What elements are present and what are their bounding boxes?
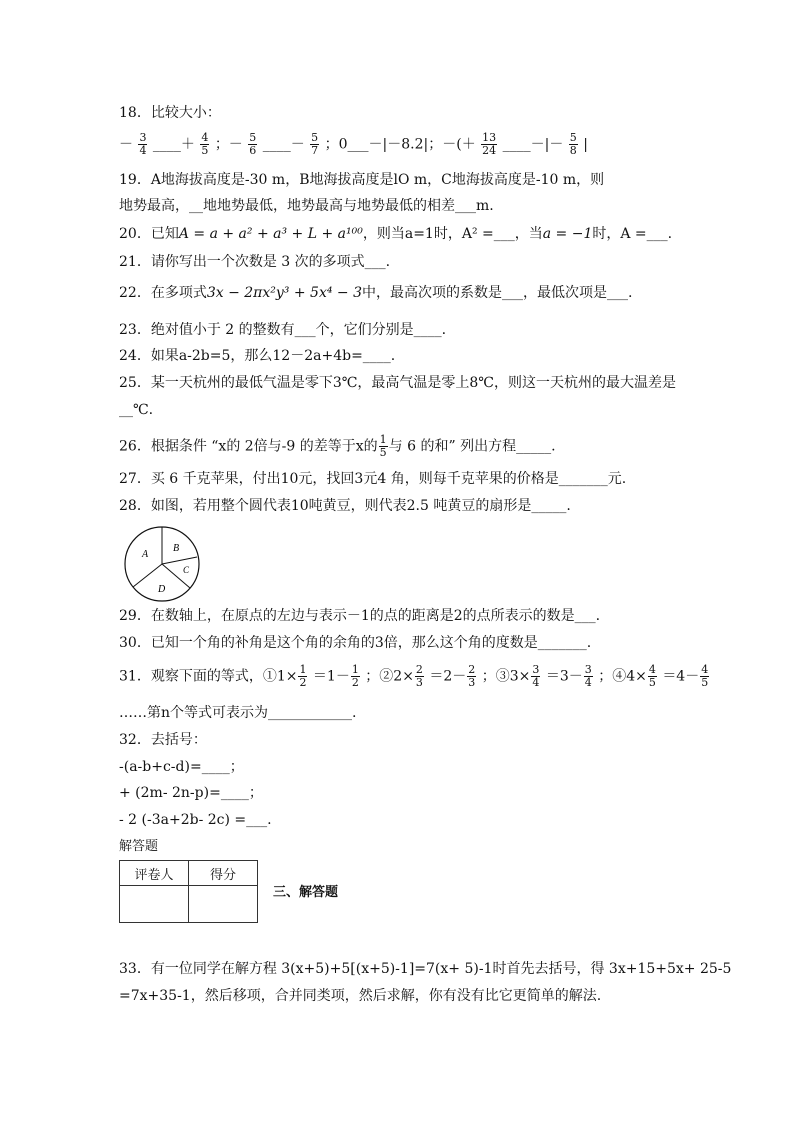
q32-title: 32．去括号： bbox=[119, 732, 207, 748]
grader-header: 评卷人 bbox=[120, 861, 189, 886]
fraction: $\frac{5}{7}$ bbox=[311, 131, 319, 157]
sector-label-b: B bbox=[173, 543, 180, 554]
text: ；0___－|－8.2|；－(＋ bbox=[324, 136, 476, 153]
q21: 21．请你写出一个次数是 3 次的多项式___. bbox=[119, 254, 391, 270]
q25-line2: __℃. bbox=[119, 402, 154, 418]
text: ____－ bbox=[262, 136, 305, 153]
text: | bbox=[583, 136, 588, 153]
q26: 26．根据条件 “x的 2倍与-9 的差等于x的 $\frac{1}{5}$ 与 6 的和” 列出方程_____. bbox=[119, 433, 556, 459]
q18-comparisons bbox=[119, 132, 588, 157]
fraction: $\frac{4}{5}$ bbox=[201, 131, 209, 157]
q32-l3: - 2 (-3a+2b- 2c) =___. bbox=[119, 812, 272, 828]
sector-label-c: C bbox=[183, 565, 190, 575]
q32-l2: + (2m- 2n-p)=____； bbox=[119, 785, 263, 801]
q25-line1: 25．某一天杭州的最低气温是零下3℃，最高气温是零上8℃，则这一天杭州的最大温差是 bbox=[119, 375, 676, 391]
q20: 20．已知A = a + a² + a³ + L + a¹⁰⁰，则当a=1时，A² =___，当a = −1时，A =___. bbox=[119, 226, 673, 242]
q27: 27．买 6 千克苹果，付出10元，找回3元4 角，则每千克苹果的价格是_______元. bbox=[119, 471, 627, 487]
q24: 24．如果a-2b=5，那么12－2a+4b=____. bbox=[119, 348, 396, 364]
fraction: $\frac{3}{4}$ bbox=[139, 131, 147, 157]
text: － bbox=[119, 136, 133, 153]
q33-line1: 33．有一位同学在解方程 3(x+5)+5[(x+5)-1]=7(x+ 5)-1时首先去括号，得 3x+15+5x+ 25-5 bbox=[119, 961, 732, 977]
q31-line2: ……第n个等式可表示为____________. bbox=[119, 705, 357, 721]
q23: 23．绝对值小于 2 的整数有___个，它们分别是____. bbox=[119, 322, 447, 338]
q32-l1: -(a-b+c-d)=____； bbox=[119, 759, 244, 775]
sector-label-d: D bbox=[158, 584, 166, 595]
q33-line2: =7x+35-1，然后移项，合并同类项，然后求解，你有没有比它更简单的解法. bbox=[119, 988, 602, 1004]
q18-title: 18．比较大小： bbox=[119, 105, 221, 121]
section-3-title: 三、解答题 bbox=[273, 885, 339, 900]
sector-label-a: A bbox=[142, 549, 149, 560]
answer-heading: 解答题 bbox=[119, 839, 159, 854]
grader-cell[interactable] bbox=[120, 886, 189, 923]
grading-table bbox=[119, 860, 258, 923]
fraction: $\frac{5}{8}$ bbox=[569, 131, 577, 157]
q31-line1: 31．观察下面的等式，①1× $\frac{1}{2}$ ＝1－ $\frac{1}{2}$ ；②2× $\frac{2}{3}$ ＝2－ $\frac{2}{3}$ ；③3× $\frac{3}{4}$ ＝3－ $\frac{3}{4}$ ；④4× $\frac{4}{5}$ ＝4－ $\frac{4}{5}$ bbox=[119, 663, 709, 689]
q19-line2: 地势最高，__地地势最低，地势最高与地势最低的相差___m. bbox=[119, 198, 494, 214]
text: ；－ bbox=[214, 136, 243, 153]
q28: 28．如图，若用整个圆代表10吨黄豆，则代表2.5 吨黄豆的扇形是_____. bbox=[119, 498, 571, 514]
q30: 30．已知一个角的补角是这个角的余角的3倍，那么这个角的度数是_______. bbox=[119, 635, 592, 651]
fraction: $\frac{13}{24}$ bbox=[482, 131, 497, 157]
score-header: 得分 bbox=[189, 861, 258, 886]
q29: 29．在数轴上，在原点的左边与表示－1的点的距离是2的点所表示的数是___. bbox=[119, 608, 601, 624]
fraction: $\frac{1}{5}$ bbox=[379, 433, 387, 459]
score-cell[interactable] bbox=[189, 886, 258, 923]
q22: 22．在多项式3x − 2πx²y³ + 5x⁴ − 3中，最高次项的系数是___，最低次项是___. bbox=[119, 285, 633, 301]
text: ____－|－ bbox=[502, 136, 564, 153]
q19-line1: 19．A地海拔高度是-30 m，B地海拔高度是lO m，C地海拔高度是-10 m，则 bbox=[119, 172, 605, 188]
text: ____＋ bbox=[152, 136, 195, 153]
fraction: $\frac{5}{6}$ bbox=[249, 131, 257, 157]
pie-figure bbox=[122, 524, 202, 604]
